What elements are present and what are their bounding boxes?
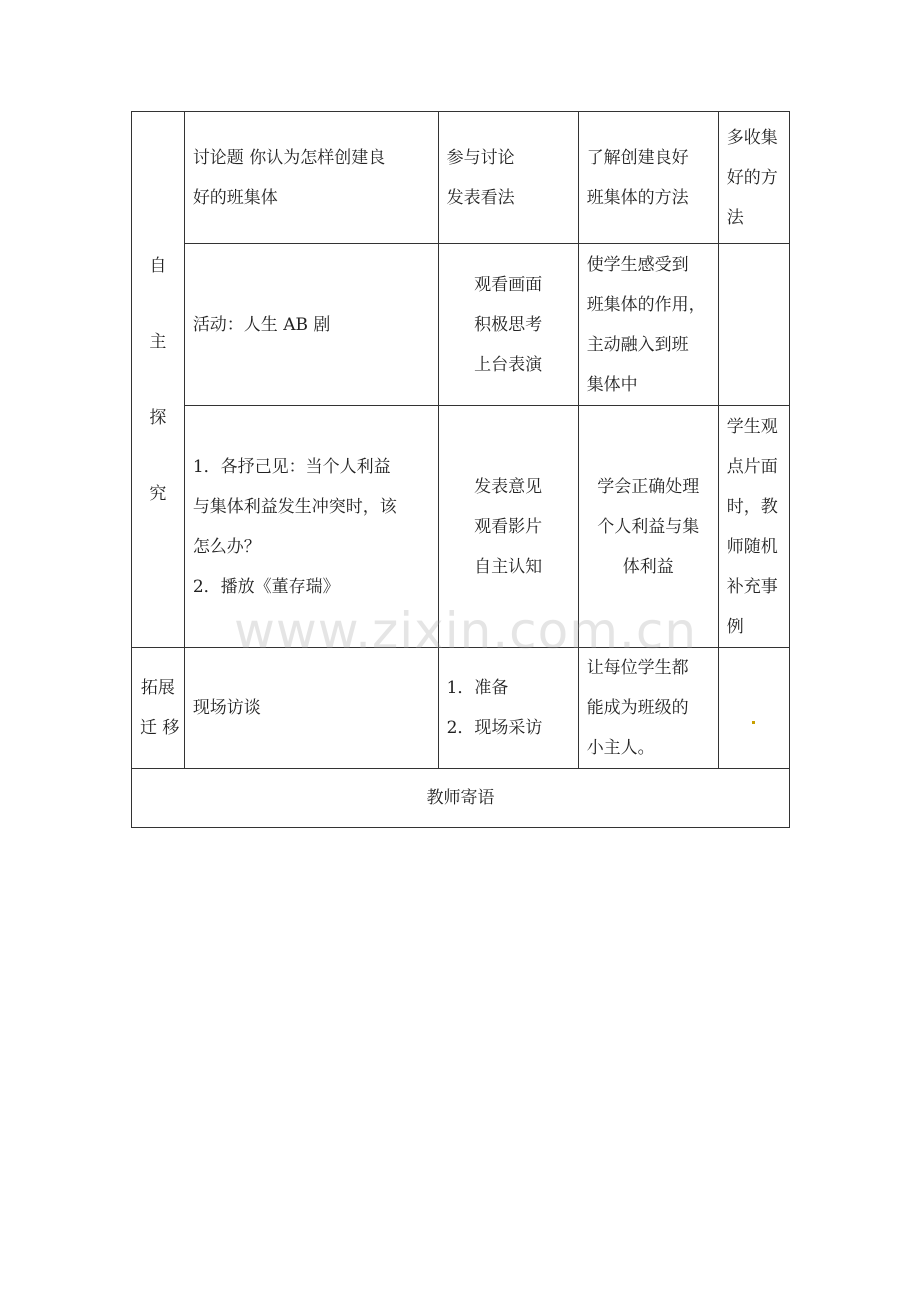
student-activity-cell: 观看画面 积极思考 上台表演: [438, 244, 578, 406]
lesson-plan-table: [131, 111, 790, 828]
footer-row: [132, 769, 790, 828]
content-cell: 现场访谈: [184, 648, 438, 769]
content-cell: 活动：人生 AB 剧: [184, 244, 438, 406]
content-cell: 讨论题 你认为怎样创建良 好的班集体: [184, 112, 438, 244]
design-intent-cell: 了解创建良好 班集体的方法: [578, 112, 718, 244]
note-cell: 学生观 点片面 时，教 师随机 补充事 例: [718, 406, 789, 648]
table-row: [132, 648, 790, 769]
design-intent-cell: 让每位学生都 能成为班级的 小主人。: [578, 648, 718, 769]
content-cell: 1．各抒己见：当个人利益 与集体利益发生冲突时，该 怎么办？ 2．播放《董存瑞》: [184, 406, 438, 648]
student-activity-cell: 1．准备 2．现场采访: [438, 648, 578, 769]
note-cell: [718, 244, 789, 406]
marker-dot: [752, 721, 755, 724]
design-intent-cell: 学会正确处理 个人利益与集 体利益: [578, 406, 718, 648]
table-row: [132, 244, 790, 406]
section-char: 主: [149, 331, 167, 352]
table-row: [132, 112, 790, 244]
section-char: 探: [149, 407, 167, 428]
teacher-message: 教师寄语: [132, 769, 790, 828]
design-intent-cell: 使学生感受到 班集体的作用， 主动融入到班 集体中: [578, 244, 718, 406]
section-label-explore: [132, 112, 185, 648]
note-cell: [718, 648, 789, 769]
watermark: www.zixin.com.cn: [234, 602, 698, 660]
section-char: 究: [149, 483, 167, 504]
student-activity-cell: 发表意见 观看影片 自主认知: [438, 406, 578, 648]
section-label-extend: 拓展 迁 移: [132, 648, 185, 769]
note-cell: 多收集 好的方 法: [718, 112, 789, 244]
student-activity-cell: 参与讨论 发表看法: [438, 112, 578, 244]
section-char: 自: [149, 255, 167, 276]
